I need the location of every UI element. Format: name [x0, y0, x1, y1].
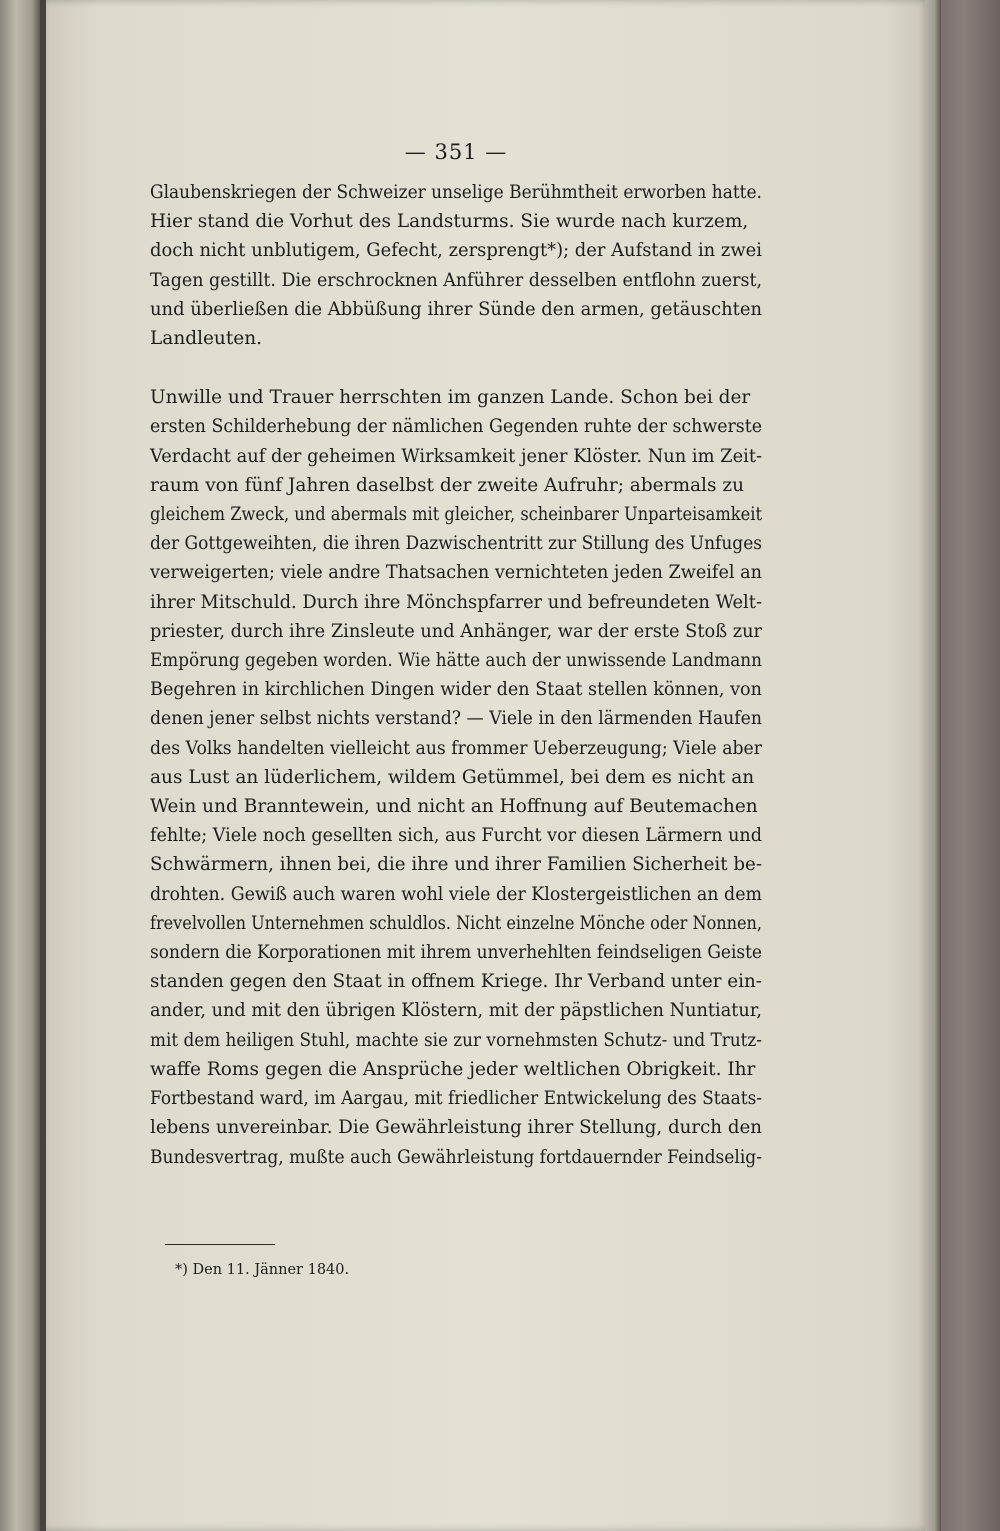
text-line: mit dem heiligen Stuhl, machte sie zur vornehmsten Schutz- und Trutz- [150, 1029, 763, 1051]
text-line: Wein und Branntewein, und nicht an Hoffnung auf Beutemachen [150, 796, 758, 818]
text-line: Verdacht auf der geheimen Wirksamkeit jener Klöster. Nun im Zeit- [150, 445, 763, 467]
text-line: und überließen die Abbüßung ihrer Sünde den armen, getäuschten [150, 298, 762, 320]
text-line: waffe Roms gegen die Ansprüche jeder weltlichen Obrigkeit. Ihr [150, 1058, 756, 1080]
text-line: doch nicht unblutigem, Gefecht, zersprengt*); der Aufstand in zwei [150, 240, 762, 262]
text-line: ersten Schilderhebung der nämlichen Gegenden ruhte der schwerste [150, 416, 762, 438]
text-line: priester, durch ihre Zinsleute und Anhänger, war der erste Stoß zur [150, 620, 763, 642]
footnote-divider [165, 1244, 275, 1245]
footnote: *) Den 11. Jänner 1840. [175, 1262, 350, 1278]
text-line: gleichem Zweck, und abermals mit gleicher, scheinbarer Unparteisamkeit [150, 504, 762, 526]
text-line: Glaubenskriegen der Schweizer unselige Berühmtheit erworben hatte. [150, 182, 762, 203]
text-line: standen gegen den Staat in offnem Kriege. Ihr Verband unter ein- [150, 971, 762, 993]
text-line: lebens unvereinbar. Die Gewährleistung ihrer Stellung, durch den [150, 1117, 763, 1139]
text-line: fehlte; Viele noch gesellten sich, aus Furcht vor diesen Lärmern und [150, 825, 762, 847]
text-line: Fortbestand ward, im Aargau, mit friedlicher Entwickelung des Staats- [150, 1088, 763, 1110]
text-line: Begehren in kirchlichen Dingen wider den Staat stellen können, von [150, 679, 763, 701]
paragraph-1 [150, 178, 762, 353]
book-cover-edge [940, 0, 1000, 1531]
text-line: Schwärmern, ihnen bei, die ihre und ihrer Familien Sicherheit be- [150, 854, 762, 876]
text-line: ihrer Mitschuld. Durch ihre Mönchspfarrer und befreundeten Welt- [150, 591, 762, 613]
text-line: Unwille und Trauer herrschten im ganzen Lande. Schon bei der [150, 387, 751, 409]
text-line: frevelvollen Unternehmen schuldlos. Nicht einzelne Mönche oder Nonnen, [150, 912, 763, 934]
text-line: verweigerten; viele andre Thatsachen vernichteten jeden Zweifel an [150, 562, 762, 584]
page-number: — 351 — [404, 140, 508, 164]
text-line: raum von fünf Jahren daselbst der zweite Aufruhr; abermals zu [150, 474, 744, 496]
text-line: Tagen gestillt. Die erschrocknen Anführer desselben entflohn zuerst, [150, 269, 763, 291]
text-line: Landleuten. [150, 328, 263, 350]
text-line: der Gottgeweihten, die ihren Dazwischentritt zur Stillung des Unfuges [150, 533, 763, 555]
text-line: Empörung gegeben worden. Wie hätte auch der unwissende Landmann [150, 650, 762, 672]
page-text [150, 140, 762, 1172]
text-line: ander, und mit den übrigen Klöstern, mit der päpstlichen Nuntiatur, [150, 1000, 762, 1022]
paragraph-2 [150, 383, 762, 1171]
text-line: sondern die Korporationen mit ihrem unverhehlten feindseligen Geiste [150, 942, 762, 964]
facing-page-edge [0, 0, 40, 1531]
text-line: drohten. Gewiß auch waren wohl viele der Klostergeistlichen an dem [150, 883, 762, 905]
text-line: denen jener selbst nichts verstand? — Viele in den lärmenden Haufen [150, 708, 763, 730]
text-line: aus Lust an lüderlichem, wildem Getümmel, bei dem es nicht an [150, 766, 755, 788]
text-line: Bundesvertrag, mußte auch Gewährleistung fortdauernder Feindselig- [150, 1146, 762, 1168]
text-line: Hier stand die Vorhut des Landsturms. Sie wurde nach kurzem, [150, 211, 749, 233]
text-line: des Volks handelten vielleicht aus frommer Ueberzeugung; Viele aber [150, 737, 763, 759]
page-edge [925, 0, 941, 1531]
